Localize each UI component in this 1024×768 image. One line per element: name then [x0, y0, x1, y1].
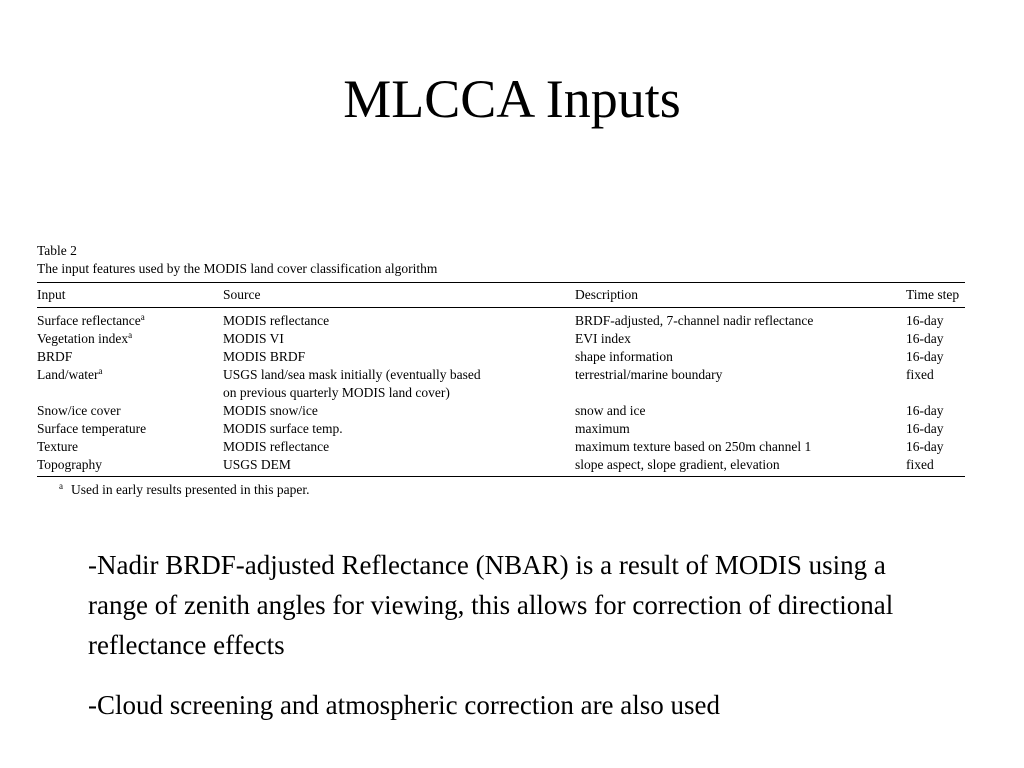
table-row: [37, 330, 965, 348]
input-name: Topography: [37, 457, 103, 472]
cell-description: slope aspect, slope gradient, elevation: [575, 457, 780, 472]
cell-input: [37, 348, 223, 366]
source-line: MODIS BRDF: [223, 349, 306, 364]
column-header-input: Input: [37, 283, 223, 308]
footnote-marker: a: [98, 366, 103, 376]
cell-time-step: fixed: [906, 367, 934, 382]
input-name: BRDF: [37, 349, 73, 364]
cell-description: BRDF-adjusted, 7-channel nadir reflectance: [575, 313, 814, 328]
cell-input: [37, 308, 223, 331]
table-row: [37, 308, 965, 331]
cell-input: [37, 456, 223, 477]
cell-description: EVI index: [575, 331, 631, 346]
cell-description: maximum texture based on 250m channel 1: [575, 439, 812, 454]
cell-time-step: 16-day: [906, 421, 944, 436]
table-row: [37, 348, 965, 366]
column-header-description: Description: [575, 283, 906, 308]
table-row: [37, 402, 965, 420]
cell-description: terrestrial/marine boundary: [575, 367, 723, 382]
cell-description: maximum: [575, 421, 630, 436]
input-name: Snow/ice cover: [37, 403, 121, 418]
input-name: Surface temperature: [37, 421, 147, 436]
input-features-table: [37, 282, 965, 477]
cell-input: [37, 402, 223, 420]
source-line: USGS land/sea mask initially (eventually based: [223, 367, 481, 382]
cell-input: [37, 438, 223, 456]
cell-description: snow and ice: [575, 403, 646, 418]
cell-source: [223, 438, 575, 456]
cell-source: [223, 308, 575, 331]
bullet-cloud-screening: -Cloud screening and atmospheric correction are also used: [88, 690, 721, 720]
table-caption: The input features used by the MODIS land cover classification algorithm: [37, 261, 438, 276]
cell-input: [37, 330, 223, 348]
input-name: Surface reflectance: [37, 313, 141, 328]
cell-time-step: 16-day: [906, 331, 944, 346]
source-line: USGS DEM: [223, 457, 291, 472]
source-line: MODIS surface temp.: [223, 421, 343, 436]
source-line: MODIS VI: [223, 331, 284, 346]
cell-source: [223, 456, 575, 477]
bullet-nbar: -Nadir BRDF-adjusted Reflectance (NBAR) is a result of MODIS using a range of zenith angles for viewing, this allows for correction of directional reflectance effects: [88, 550, 894, 660]
table-row: [37, 420, 965, 438]
table-row: [37, 456, 965, 477]
footnote-marker: a: [140, 312, 145, 322]
cell-time-step: 16-day: [906, 349, 944, 364]
table-body: [37, 308, 965, 477]
source-line: MODIS snow/ice: [223, 403, 318, 418]
cell-time-step: 16-day: [906, 403, 944, 418]
table-row: [37, 366, 965, 402]
table-header-row: [37, 283, 965, 308]
cell-source: [223, 402, 575, 420]
slide-title: MLCCA Inputs: [343, 69, 681, 129]
cell-time-step: 16-day: [906, 313, 944, 328]
table-figure: [37, 242, 965, 499]
source-line: MODIS reflectance: [223, 313, 330, 328]
footnote-marker: a: [59, 481, 63, 491]
column-header-source: Source: [223, 283, 575, 308]
source-line: MODIS reflectance: [223, 439, 330, 454]
footnote-text: Used in early results presented in this paper.: [71, 482, 310, 497]
cell-source: [223, 330, 575, 348]
table-label: Table 2: [37, 243, 77, 258]
cell-source: [223, 420, 575, 438]
cell-source: [223, 348, 575, 366]
input-name: Land/water: [37, 367, 99, 382]
table-footnote: [37, 481, 965, 499]
cell-source: [223, 366, 575, 402]
column-header-time-step: Time step: [906, 283, 965, 308]
table-row: [37, 438, 965, 456]
cell-time-step: 16-day: [906, 439, 944, 454]
bullet-list: [88, 545, 908, 745]
cell-description: shape information: [575, 349, 673, 364]
cell-input: [37, 366, 223, 402]
source-line: on previous quarterly MODIS land cover): [223, 385, 450, 400]
cell-input: [37, 420, 223, 438]
input-name: Texture: [37, 439, 79, 454]
cell-time-step: fixed: [906, 457, 934, 472]
input-name: Vegetation index: [37, 331, 129, 346]
footnote-marker: a: [128, 330, 133, 340]
